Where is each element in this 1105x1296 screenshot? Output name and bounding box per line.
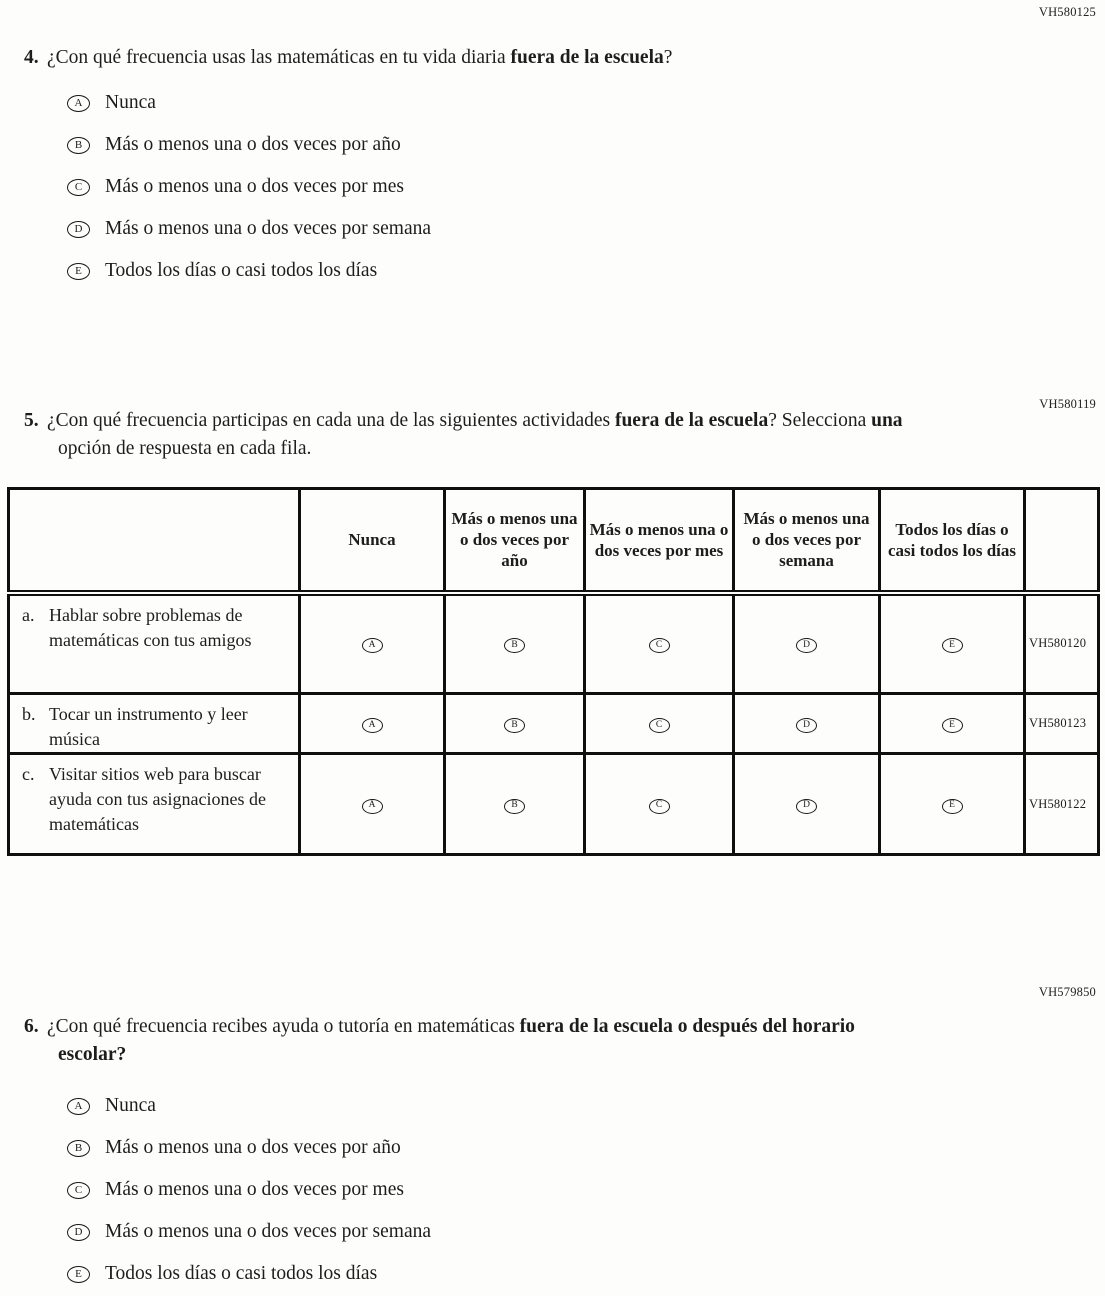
- col-header-code: [1025, 489, 1099, 593]
- question-6-text-pre: ¿Con qué frecuencia recibes ayuda o tutoría en matemáticas: [47, 1016, 520, 1037]
- answer-bubble-d[interactable]: D: [796, 638, 817, 653]
- option-bubble-d[interactable]: D: [67, 1224, 90, 1241]
- option-label: Más o menos una o dos veces por año: [105, 1137, 401, 1158]
- option-row: [67, 250, 431, 292]
- option-label: Más o menos una o dos veces por mes: [105, 1179, 404, 1200]
- question-4-text-post: ?: [663, 47, 673, 68]
- option-row: [67, 1253, 431, 1295]
- col-header-year: Más o menos una o dos veces por año: [445, 489, 585, 593]
- row-b-label: [9, 694, 300, 754]
- question-4-text-pre: ¿Con qué frecuencia usas las matemáticas en tu vida diaria: [47, 47, 511, 68]
- question-4-text-bold: fuera de la escuela: [510, 47, 664, 68]
- answer-bubble-a[interactable]: A: [362, 638, 383, 653]
- option-label: Más o menos una o dos veces por semana: [105, 1221, 432, 1242]
- row-b-item-code: VH580123: [1025, 694, 1099, 754]
- option-row: [67, 208, 431, 250]
- row-a-item-code: VH580120: [1025, 593, 1099, 694]
- col-header-nunca: Nunca: [300, 489, 445, 593]
- question-6-text-bold: fuera de la escuela o después del horario escolar?: [58, 1016, 855, 1065]
- question-4: [24, 44, 1064, 72]
- option-row: [67, 1085, 431, 1127]
- row-b-cell-daily: [880, 694, 1025, 754]
- col-header-month: Más o menos una o dos veces por mes: [585, 489, 734, 593]
- option-label: Más o menos una o dos veces por mes: [105, 176, 404, 197]
- question-5-text-seg5: opción de respuesta en cada fila.: [58, 438, 312, 459]
- row-a-cell-nunca: [300, 593, 445, 694]
- option-label: Más o menos una o dos veces por año: [105, 134, 401, 155]
- answer-bubble-d[interactable]: D: [796, 718, 817, 733]
- row-c-letter: c.: [22, 764, 35, 784]
- row-b-cell-nunca: [300, 694, 445, 754]
- row-b-cell-week: [734, 694, 880, 754]
- row-b-letter: b.: [22, 704, 36, 724]
- row-c-cell-week: [734, 754, 880, 855]
- answer-bubble-c[interactable]: C: [649, 638, 670, 653]
- row-c-text: Visitar sitios web para buscar ayuda con tus asignaciones de matemáticas: [49, 764, 266, 834]
- option-label: Nunca: [105, 1095, 156, 1116]
- row-a-cell-year: [445, 593, 585, 694]
- question-5-text-seg1: ¿Con qué frecuencia participas en cada una de las siguientes actividades: [47, 410, 615, 431]
- answer-bubble-b[interactable]: B: [504, 718, 525, 733]
- answer-bubble-b[interactable]: B: [504, 638, 525, 653]
- question-5-text: [47, 407, 929, 463]
- table-header-row: [9, 489, 1099, 593]
- question-6-text: [47, 1013, 919, 1069]
- answer-bubble-b[interactable]: B: [504, 799, 525, 814]
- question-4-options: [67, 82, 431, 292]
- option-bubble-e[interactable]: E: [67, 263, 90, 280]
- option-bubble-a[interactable]: A: [67, 95, 90, 112]
- row-c-label: [9, 754, 300, 855]
- option-bubble-c[interactable]: C: [67, 179, 90, 196]
- row-a-text: Hablar sobre problemas de matemáticas con tus amigos: [49, 604, 252, 650]
- answer-bubble-e[interactable]: E: [942, 638, 963, 653]
- answer-bubble-e[interactable]: E: [942, 799, 963, 814]
- option-row: [67, 1169, 431, 1211]
- question-5-code: VH580119: [1039, 397, 1096, 411]
- option-bubble-c[interactable]: C: [67, 1182, 90, 1199]
- table-row-b: [9, 694, 1099, 754]
- answer-bubble-a[interactable]: A: [362, 718, 383, 733]
- question-5: [24, 407, 929, 463]
- option-label: Nunca: [105, 92, 156, 113]
- row-c-cell-month: [585, 754, 734, 855]
- option-bubble-b[interactable]: B: [67, 1140, 90, 1157]
- option-row: [67, 124, 431, 166]
- row-b-cell-year: [445, 694, 585, 754]
- option-label: Todos los días o casi todos los días: [105, 1263, 378, 1284]
- answer-bubble-c[interactable]: C: [649, 718, 670, 733]
- answer-bubble-d[interactable]: D: [796, 799, 817, 814]
- row-b-text: Tocar un instrumento y leer música: [49, 704, 248, 749]
- row-c-cell-nunca: [300, 754, 445, 855]
- answer-bubble-c[interactable]: C: [649, 799, 670, 814]
- question-4-code: VH580125: [1038, 5, 1096, 19]
- row-a-letter: a.: [22, 604, 35, 625]
- row-a-cell-month: [585, 593, 734, 694]
- question-5-text-seg3: ? Selecciona: [768, 410, 872, 431]
- question-5-text-bold1: fuera de la escuela: [614, 410, 769, 431]
- col-header-daily: Todos los días o casi todos los días: [880, 489, 1025, 593]
- option-row: [67, 166, 431, 208]
- question-5-number: 5.: [24, 410, 39, 431]
- option-bubble-b[interactable]: B: [67, 137, 90, 154]
- question-6-code: VH579850: [1038, 985, 1096, 999]
- option-row: [67, 1211, 431, 1253]
- row-a-cell-week: [734, 593, 880, 694]
- question-4-text: [47, 44, 672, 72]
- row-c-item-code: VH580122: [1025, 754, 1099, 855]
- question-4-number: 4.: [24, 47, 39, 68]
- table-row-c: [9, 754, 1099, 855]
- option-bubble-d[interactable]: D: [67, 221, 90, 238]
- option-label: Todos los días o casi todos los días: [105, 260, 378, 281]
- table-corner-cell: [9, 489, 300, 593]
- answer-bubble-a[interactable]: A: [362, 799, 383, 814]
- col-header-week: Más o menos una o dos veces por semana: [734, 489, 880, 593]
- option-bubble-e[interactable]: E: [67, 1266, 90, 1283]
- row-a-cell-daily: [880, 593, 1025, 694]
- question-6-number: 6.: [24, 1016, 39, 1037]
- answer-bubble-e[interactable]: E: [942, 718, 963, 733]
- question-6-options: [67, 1085, 431, 1295]
- row-b-cell-month: [585, 694, 734, 754]
- option-row: [67, 82, 431, 124]
- option-label: Más o menos una o dos veces por semana: [105, 218, 432, 239]
- row-c-cell-daily: [880, 754, 1025, 855]
- row-a-label: [9, 593, 300, 694]
- frequency-table: [7, 487, 1100, 856]
- table-row-a: [9, 593, 1099, 694]
- option-row: [67, 1127, 431, 1169]
- option-bubble-a[interactable]: A: [67, 1098, 90, 1115]
- row-c-cell-year: [445, 754, 585, 855]
- question-6: [24, 1013, 919, 1069]
- question-5-text-bold2: una: [871, 410, 903, 431]
